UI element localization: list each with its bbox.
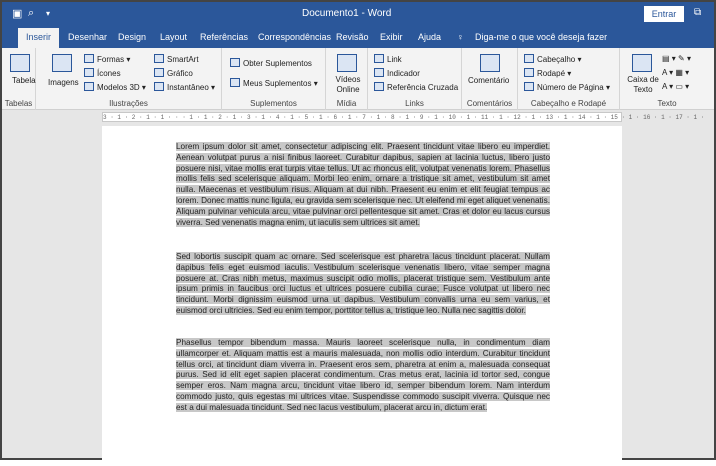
title-bar xyxy=(2,2,714,26)
chart-button[interactable] xyxy=(154,68,193,78)
cube-icon xyxy=(84,82,94,91)
paragraph-1[interactable] xyxy=(176,142,550,228)
signin-button[interactable]: Entrar xyxy=(644,6,684,22)
bookmark-label: Indicador xyxy=(387,69,420,78)
images-button[interactable]: Imagens xyxy=(48,78,79,87)
images-icon[interactable] xyxy=(52,54,72,72)
shapes-button[interactable]: Formas ▾ xyxy=(84,54,130,64)
link-icon xyxy=(374,54,384,63)
header-label: Cabeçalho xyxy=(537,55,576,64)
textbox-icon[interactable] xyxy=(632,54,652,72)
addins-icon xyxy=(230,78,240,87)
footer-icon xyxy=(524,68,534,77)
bookmark-icon xyxy=(374,68,384,77)
group-comentarios xyxy=(462,48,518,110)
group-label: Texto xyxy=(657,99,677,108)
page-number-button[interactable]: Número de Página ▾ xyxy=(524,82,610,92)
group-ilustracoes xyxy=(36,48,222,110)
dropcap-icon[interactable]: A ▾ ▭ ▾ xyxy=(662,82,690,91)
cross-ref-button[interactable] xyxy=(374,82,458,92)
footer-button[interactable]: Rodapé ▾ xyxy=(524,68,571,78)
tab-inserir[interactable]: Inserir xyxy=(18,28,59,48)
cross-ref-icon xyxy=(374,82,384,91)
online-video-button[interactable]: Vídeos Online xyxy=(335,75,361,94)
my-addins-label: Meus Suplementos xyxy=(243,79,312,88)
comment-button[interactable]: Comentário xyxy=(468,76,510,85)
group-tabelas xyxy=(2,48,36,110)
models3d-label: Modelos 3D xyxy=(97,83,140,92)
chart-label: Gráfico xyxy=(167,69,193,78)
customize-icon[interactable]: ▾ xyxy=(46,9,51,18)
smartart-label: SmartArt xyxy=(167,55,199,64)
ruler-bar xyxy=(2,110,714,124)
group-label: Links xyxy=(405,99,424,108)
tab-layout[interactable]: Layout xyxy=(160,32,188,42)
get-addins-label: Obter Suplementos xyxy=(243,59,312,68)
table-button[interactable]: Tabela xyxy=(12,76,36,85)
table-icon[interactable] xyxy=(10,54,30,72)
paragraph-3[interactable] xyxy=(176,338,550,414)
icons-label: Ícones xyxy=(97,69,121,78)
group-label: Tabelas xyxy=(4,99,33,108)
document-page[interactable] xyxy=(102,126,622,466)
ruler-ticks: 3 · 1 · 2 · 1 · 1 · · · 1 · 1 · 2 · 1 · 3 · 1 · 4 · 1 · 5 · 1 · 6 · 1 · 7 · 1 · 8 · 1 · 9 · 1 · 10 · 1 · 11 · 1 · 12 · 1 · 13 · 1 · 14 · 1 · 15 · 1 · 16 · 1 · 17 · 1 · xyxy=(103,114,705,121)
ribbon xyxy=(2,48,714,110)
group-links xyxy=(368,48,462,110)
ribbon-tabs xyxy=(2,26,714,48)
lightbulb-icon: ♀ xyxy=(457,32,464,42)
group-label: Cabeçalho e Rodapé xyxy=(530,99,607,108)
paragraph-2[interactable] xyxy=(176,252,550,317)
save-icon[interactable]: ▣ xyxy=(12,8,23,20)
quickparts-icon[interactable]: ▤ ▾ ✎ ▾ xyxy=(662,54,691,63)
paragraph-text: Phasellus tempor bibendum massa. Mauris laoreet scelerisque nulla, in condimentum diam ullamcorper et. Aliquam mattis est a mauris malesuada, non mollis odio interdum. Curabitur tincidunt tellus orci, at tincidunt diam viverra in. Praesent eros sem, pharetra at enim a, malesuada consequat purus. Sed id elit eget sapien placerat condimentum. Cras metus erat, lacinia id tortor sed, congue semper eros. Nam magna arcu, tincidunt vitae libero id, semper bibendum lorem. Nam interdum commodo justo, quis egestas mi ultrices vitae. Suspendisse commodo suscipit viverra. Quisque nec est a dui malesuada tincidunt. Sed nec lacus vestibulum, placerat arcu in, dictum erat. xyxy=(176,338,550,412)
chart-icon xyxy=(154,68,164,77)
icons-button[interactable] xyxy=(84,68,121,78)
tab-correspondencias[interactable]: Correspondências xyxy=(258,32,332,42)
smartart-button[interactable] xyxy=(154,54,199,64)
bookmark-button[interactable] xyxy=(374,68,420,78)
link-label: Link xyxy=(387,55,402,64)
get-addins-button[interactable] xyxy=(230,58,312,68)
models3d-button[interactable]: Modelos 3D ▾ xyxy=(84,82,146,92)
paragraph-text: Lorem ipsum dolor sit amet, consectetur adipiscing elit. Praesent tincidunt vitae libero eu imperdiet. Aenean volutpat purus a nisi finibus laoreet. Curabitur dapibus, sapien at lacinia luctus, libero justo posuere nisi, vitae mollis erat turpis vitae tellus. Ut ac rhoncus elit, volutpat venenatis lorem. Phasellus mollis felis sed scelerisque aliquam. Morbi leo enim, ornare a tristique sit amet, vestibulum sit amet nulla. Maecenas et vestibulum risus. Aliquam at dui nibh. Praesent eu enim et elit feugiat tempus ac lorem. Donec mattis nunc ligula, eu gravida sem scelerisque nec. Ut eleifend mi eget aliquet venenatis. Aliquam pulvinar vehicula arcu, vitae pulvinar orci pellentesque sit amet. Cras et dolor eu lacus cursus viverra. Sed venenatis magna enim, ut iaculis sem ultrices sit amet. xyxy=(176,142,550,227)
screenshot-label: Instantâneo xyxy=(167,83,209,92)
header-icon xyxy=(524,54,534,63)
group-label: Ilustrações xyxy=(109,99,148,108)
group-label: Mídia xyxy=(336,99,357,108)
footer-label: Rodapé xyxy=(537,69,566,78)
screenshot-button[interactable]: Instantâneo ▾ xyxy=(154,82,215,92)
shapes-icon xyxy=(84,54,94,63)
icons-icon xyxy=(84,68,94,77)
tab-referencias[interactable]: Referências xyxy=(200,32,249,42)
cross-ref-label: Referência Cruzada xyxy=(387,83,459,92)
tab-design[interactable]: Design xyxy=(118,32,147,42)
group-suplementos xyxy=(222,48,326,110)
comment-icon[interactable] xyxy=(480,54,500,72)
page-number-label: Número de Página xyxy=(537,83,604,92)
window-title: Documento1 - Word xyxy=(302,8,392,19)
horizontal-ruler[interactable] xyxy=(102,112,705,122)
video-icon[interactable] xyxy=(337,54,357,72)
header-button[interactable]: Cabeçalho ▾ xyxy=(524,54,582,64)
tab-revisao[interactable]: Revisão xyxy=(336,32,369,42)
smartart-icon xyxy=(154,54,164,63)
tab-exibir[interactable]: Exibir xyxy=(380,32,403,42)
group-label: Comentários xyxy=(466,99,513,108)
link-button[interactable] xyxy=(374,54,402,64)
screenshot-icon xyxy=(154,82,164,91)
paragraph-text: Sed lobortis suscipit quam ac ornare. Sed scelerisque est pharetra lacus tincidunt placerat. Nullam dapibus felis eget euismod iaculis. Vestibulum scelerisque venenatis libero, vitae semper magna posuere at. Cras nibh metus, maximus suscipit odio mollis, placerat tristique sem. Vestibulum ante ipsum primis in faucibus orci luctus et ultrices posuere cubilia curae; Fusce volutpat ut libero nec tincidunt. Morbi dignissim euismod urna ut dapibus. Vestibulum convallis urna eu sem varius, et euismod orci ultricies. Sed eu enim tempor, porttitor tellus a, tristique leo. Nulla nec sagittis dolor. xyxy=(176,252,550,315)
group-cabecalho xyxy=(518,48,620,110)
textbox-button[interactable]: Caixa de Texto xyxy=(627,75,659,94)
group-midia xyxy=(326,48,368,110)
store-icon xyxy=(230,58,240,67)
group-label: Suplementos xyxy=(250,99,297,108)
my-addins-button[interactable]: Meus Suplementos ▾ xyxy=(230,78,318,88)
ribbon-display-icon[interactable]: ⧉ xyxy=(694,7,702,18)
search-icon[interactable]: ⌕ xyxy=(28,7,35,19)
tell-me-box[interactable]: Diga-me o que você deseja fazer xyxy=(475,32,608,42)
group-texto xyxy=(620,48,714,110)
tab-desenhar[interactable]: Desenhar xyxy=(68,32,108,42)
shapes-label: Formas xyxy=(97,55,125,64)
tab-ajuda[interactable]: Ajuda xyxy=(418,32,442,42)
wordart-icon[interactable]: A ▾ ▦ ▾ xyxy=(662,68,690,77)
page-number-icon xyxy=(524,82,534,91)
